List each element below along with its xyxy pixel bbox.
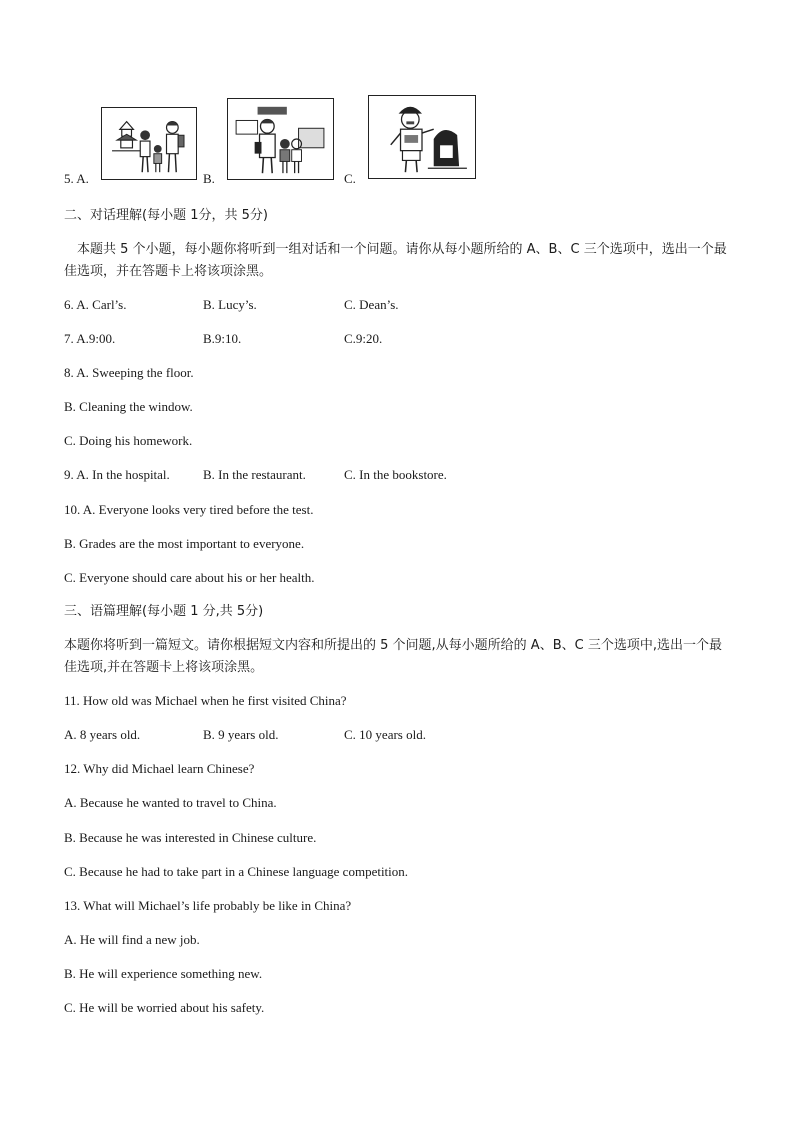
q12-option-b: B. Because he was interested in Chinese culture. [64, 830, 317, 845]
boy-playing-illustration [369, 96, 475, 178]
q13-option-a: A. He will find a new job. [64, 932, 200, 947]
q6-option-c: C. Dean’s. [344, 297, 399, 312]
family-sightseeing-illustration [102, 108, 196, 179]
q11-question: 11. How old was Michael when he first visited China? [64, 693, 347, 708]
q12-question: 12. Why did Michael learn Chinese? [64, 761, 255, 776]
q7-option-a: 7. A.9:00. [64, 331, 116, 346]
q13-option-b: B. He will experience something new. [64, 966, 263, 981]
q8-option-b: B. Cleaning the window. [64, 399, 193, 414]
family-with-child-illustration [228, 99, 333, 179]
q10-option-c: C. Everyone should care about his or her health. [64, 570, 315, 585]
q5-label-c: C. [344, 171, 356, 186]
q10-option-b: B. Grades are the most important to everyone. [64, 536, 305, 551]
q5-picture-a [101, 107, 197, 180]
q8-option-c: C. Doing his homework. [64, 433, 193, 448]
q7-option-c: C.9:20. [344, 331, 383, 346]
section3-heading: 三、语篇理解(每小题 1 分,共 5分) [64, 604, 264, 619]
q12-option-c: C. Because he had to take part in a Chinese language competition. [64, 864, 409, 879]
q11-option-b: B. 9 years old. [203, 727, 279, 742]
section2-heading: 二、对话理解(每小题 1分，共 5分) [64, 208, 268, 223]
q10-option-a: 10. A. Everyone looks very tired before the test. [64, 502, 314, 517]
q5-picture-b [227, 98, 334, 180]
q8-option-a: 8. A. Sweeping the floor. [64, 365, 194, 380]
q13-option-c: C. He will be worried about his safety. [64, 1000, 265, 1015]
q9-option-c: C. In the bookstore. [344, 467, 447, 482]
q13-question: 13. What will Michael’s life probably be like in China? [64, 898, 352, 913]
section2-instructions: 本题共 5 个小题，每小题你将听到一组对话和一个问题。请你从每小题所给的 A、B、C 三个选项中，选出一个最佳选项，并在答题卡上将该项涂黑。 [64, 242, 727, 279]
q5-picture-c [368, 95, 476, 179]
q11-option-a: A. 8 years old. [64, 727, 141, 742]
q9-option-a: 9. A. In the hospital. [64, 467, 170, 482]
q5-label-b: B. [203, 171, 215, 186]
q12-option-a: A. Because he wanted to travel to China. [64, 795, 277, 810]
q9-option-b: B. In the restaurant. [203, 467, 306, 482]
q11-option-c: C. 10 years old. [344, 727, 426, 742]
q5-label-a: 5. A. [64, 171, 89, 186]
q7-option-b: B.9:10. [203, 331, 242, 346]
q6-option-a: 6. A. Carl’s. [64, 297, 127, 312]
q6-option-b: B. Lucy’s. [203, 297, 257, 312]
section3-instructions: 本题你将听到一篇短文。请你根据短文内容和所提出的 5 个问题,从每小题所给的 A、B、C 三个选项中,选出一个最佳选项,并在答题卡上将该项涂黑。 [64, 638, 722, 675]
